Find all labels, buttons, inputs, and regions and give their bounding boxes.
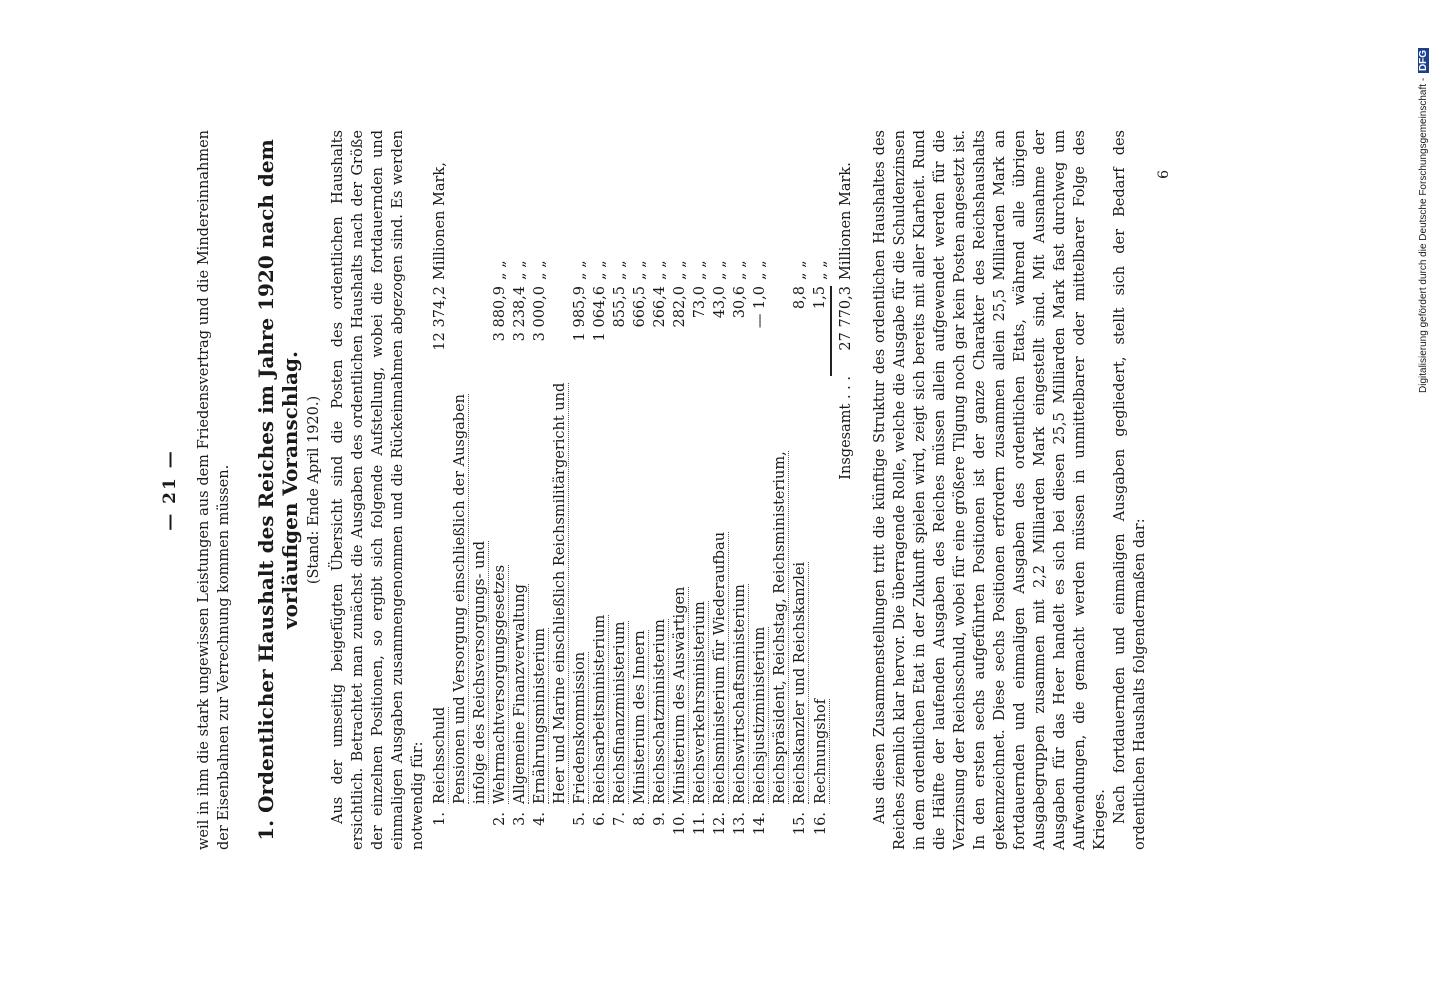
item-label: Reichsjustizministerium xyxy=(752,626,768,804)
dfg-credit xyxy=(1415,8,1433,393)
item-value: 73,0 xyxy=(692,286,708,319)
item-value: 666,5 xyxy=(632,286,648,328)
item-unit: „ „ xyxy=(492,260,508,280)
item-number: 13. xyxy=(732,812,748,836)
item-number: 3. xyxy=(512,812,528,826)
table-row xyxy=(730,130,750,850)
section-heading xyxy=(254,130,302,850)
table-row xyxy=(430,130,450,850)
total-value: 27 770,3 xyxy=(838,286,854,351)
item-label: Reichswirtschaftsministerium xyxy=(732,584,748,804)
item-value: 3 238,4 xyxy=(512,286,528,342)
item-label: Ernährungsministerium xyxy=(532,627,548,804)
total-row xyxy=(831,130,856,850)
item-number: 14. xyxy=(752,812,768,836)
paragraph-3: Nach fortdauernden und einmaligen Ausgaben gegliedert, stellt sich der Bedarf des ordentlichen Haushalts folgendermaßen dar: xyxy=(1112,130,1148,850)
table-row xyxy=(630,130,650,850)
table-row xyxy=(750,130,770,850)
item-value: 855,5 xyxy=(612,286,628,328)
item-value: 1 985,9 xyxy=(572,286,588,342)
item-label: Pensionen und Versorgung einschließlich der Ausgaben infolge des Reichsversorgungs- und Wehrmachtversorgungsgesetzes xyxy=(452,393,508,804)
total-label: Insgesamt . . . xyxy=(838,376,854,480)
item-value: 43,0 xyxy=(712,286,728,319)
item-unit: Millionen Mark, xyxy=(432,162,448,280)
item-label: Reichsverkehrsministerium xyxy=(692,601,708,804)
item-unit: „ „ xyxy=(813,260,829,280)
item-unit: „ „ xyxy=(792,260,808,280)
item-label: Heer und Marine einschließlich Reichsmilitärgericht und Friedenskommission xyxy=(552,382,588,804)
table-row xyxy=(650,130,670,850)
heading-line-2: vorläufigen Voranschlag. xyxy=(278,351,302,629)
item-number: 8. xyxy=(632,812,648,826)
table-row xyxy=(710,130,730,850)
item-number: 7. xyxy=(612,812,628,826)
item-unit: „ „ xyxy=(672,260,688,280)
item-unit: „ „ xyxy=(752,260,768,280)
item-number: 6. xyxy=(592,812,608,826)
item-number: 15. xyxy=(792,812,808,836)
item-label: Reichsministerium für Wiederaufbau xyxy=(712,531,728,804)
item-value: 266,4 xyxy=(652,286,668,328)
table-row xyxy=(810,130,831,850)
table-row xyxy=(510,130,530,850)
item-label: Rechnungshof xyxy=(813,698,829,804)
table-row xyxy=(670,130,690,850)
text-column xyxy=(160,130,1172,850)
item-value: 8,8 xyxy=(792,286,808,310)
item-label: Reichsschuld xyxy=(432,706,448,804)
item-unit: „ „ xyxy=(712,260,728,280)
item-unit: „ „ xyxy=(612,260,628,280)
item-number: 1. xyxy=(432,812,448,826)
intro-paragraph: weil in ihm die stark ungewissen Leistungen aus dem Friedensvertrag und die Mindereinnahmen der Eisenbahnen zur Verrechnung kommen müssen. xyxy=(196,130,232,850)
item-label: Ministerium des Auswärtigen xyxy=(672,586,688,804)
item-unit: „ „ xyxy=(652,260,668,280)
table-row xyxy=(610,130,630,850)
item-value: 282,0 xyxy=(672,286,688,328)
item-label: Reichsfinanzministerium xyxy=(612,621,628,804)
item-unit: „ „ xyxy=(512,260,528,280)
item-unit: „ „ xyxy=(692,260,708,280)
item-value: 30,6 xyxy=(732,286,748,319)
item-number: 9. xyxy=(652,812,668,826)
table-row xyxy=(550,130,590,850)
item-number: 12. xyxy=(712,812,728,836)
item-value: — 1,0 xyxy=(752,286,768,329)
page-number: — 21 — xyxy=(160,449,180,531)
item-label: Reichspräsident, Reichstag, Reichsministerium, Reichskanzler und Reichskanzlei xyxy=(772,451,808,804)
item-number: 10. xyxy=(672,812,688,836)
item-label: Reichsarbeitsministerium xyxy=(592,614,608,804)
item-number: 2. xyxy=(492,812,508,826)
item-value: 12 374,2 xyxy=(432,286,448,351)
table-row xyxy=(530,130,550,850)
paragraph-1: Aus der umseitig beigefügten Übersicht sind die Posten des ordentlichen Haushalts ersichtlich. Betrachtet man zunächst die Ausgaben des ordentlichen Haushalts nach der Größe der einzelnen Positionen, so ergibt sich folgende Aufstellung, wobei die fortdauernden und einmaligen Ausgaben zusammengenommen und die Rückeinnahmen abgezogen sind. Es werden notwendig für: xyxy=(330,130,426,850)
item-unit: „ „ xyxy=(532,260,548,280)
item-value: 3 880,9 xyxy=(492,286,508,342)
item-number: 5. xyxy=(572,812,588,826)
item-unit: „ „ xyxy=(572,260,588,280)
item-value: 3 000,0 xyxy=(532,286,548,342)
paragraph-2: Aus diesen Zusammenstellungen tritt die künftige Struktur des ordentlichen Haushaltes des Reiches ziemlich klar hervor. Die überragende Rolle, welche die Ausgabe für die Schuldenzinsen in dem ordentlichen Etat in der Zukunft spielen wird, zeigt sich bereits mit aller Klarheit. Rund die Hälfte der laufenden Ausgaben des Reiches müssen allein aufgewendet werden für die Verzinsung der Reichsschuld, wobei für eine größere Tilgung noch gar kein Posten angesetzt ist. In den ersten sechs aufgeführten Positionen ist der ganze Charakter des Reichshaushalts gekennzeichnet. Diese sechs Positionen erfordern zusammen allein 25,5 Milliarden Mark an fortdauernden und einmaligen Ausgaben des ordentlichen Etats, während alle übrigen Ausgabegruppen zusammen mit 2,2 Milliarden Mark eingestellt sind. Mit Ausnahme der Ausgaben für das Heer handelt es sich bei diesen 25,5 Milliarden Mark fast durchweg um Aufwendungen, die gemacht werden müssen in unmittelbarer oder mittelbarer Folge des Krieges. xyxy=(872,130,1108,850)
item-unit: „ „ xyxy=(592,260,608,280)
item-label: Ministerium des Innern xyxy=(632,630,648,804)
table-row xyxy=(590,130,610,850)
footer-number: 6 xyxy=(1156,170,1172,179)
item-value: 1 064,6 xyxy=(592,286,608,342)
expense-table xyxy=(430,130,856,850)
table-row xyxy=(450,130,510,850)
item-number: 4. xyxy=(532,812,548,826)
item-label: Allgemeine Finanzverwaltung xyxy=(512,584,528,804)
item-number: 16. xyxy=(813,812,829,836)
item-unit: „ „ xyxy=(732,260,748,280)
table-row xyxy=(770,130,810,850)
credit-text: Digitalisierung gefördert durch die Deutsche Forschungsgemeinschaft - xyxy=(1418,77,1429,393)
total-unit: Millionen Mark. xyxy=(838,162,854,280)
item-number: 11. xyxy=(692,812,708,836)
dfg-logo: DFG xyxy=(1418,49,1429,72)
table-row xyxy=(690,130,710,850)
item-value: 1,5 xyxy=(812,286,828,310)
item-unit: „ „ xyxy=(632,260,648,280)
heading-line-1: 1. Ordentlicher Haushalt des Reiches im Jahre 1920 nach dem xyxy=(254,139,278,841)
item-label: Reichsschatzministerium xyxy=(652,619,668,804)
status-subtitle: (Stand: Ende April 1920.) xyxy=(306,395,322,585)
